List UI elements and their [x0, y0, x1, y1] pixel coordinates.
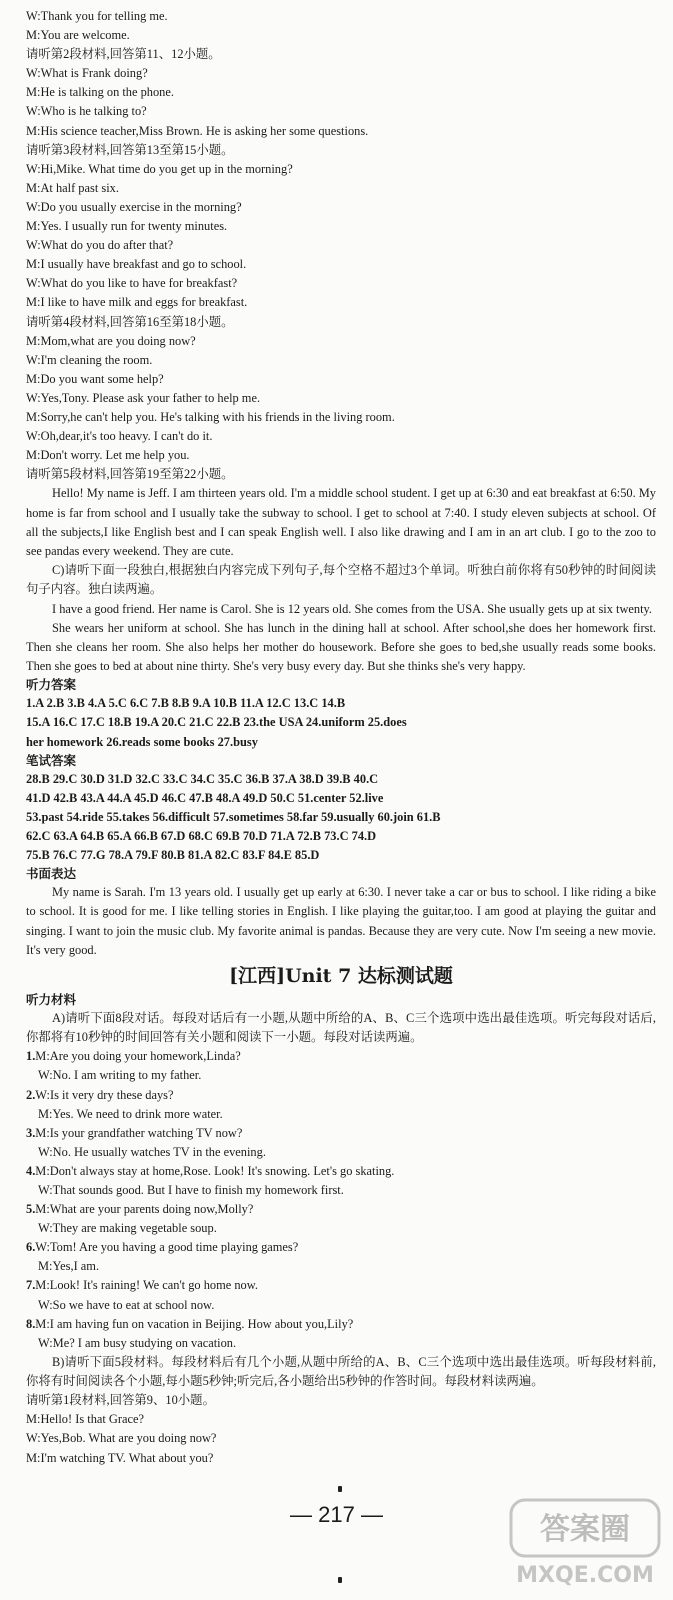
- dialogue-line: M:Sorry,he can't help you. He's talking with his friends in the living room.: [26, 409, 395, 424]
- answer-row: 15.A 16.C 17.C 18.B 19.A 20.C 21.C 22.B 23.the USA 24.uniform 25.does: [26, 715, 407, 730]
- instruction-paragraph: B)请听下面5段材料。每段材料后有几个小题,从题中所给的A、B、C三个选项中选出最佳选项。听每段材料前,你将有时间阅读各个小题,每小题5秒钟;听完后,各小题给出5秒钟的作答时间。每段材料读两遍。: [26, 1354, 656, 1389]
- section-b-instruction: [26, 1353, 656, 1391]
- dialogue-line: W:So we have to eat at school now.: [38, 1297, 215, 1312]
- dialogue-line: M:I am having fun on vacation in Beijing. How about you,Lily?: [35, 1316, 354, 1331]
- item-number: 5.: [26, 1202, 36, 1217]
- item-number: 6.: [26, 1240, 36, 1255]
- item-number: 7.: [26, 1278, 36, 1293]
- answer-row: 53.past 54.ride 55.takes 56.difficult 57.sometimes 58.far 59.usually 60.join 61.B: [26, 809, 441, 824]
- dialogue-block-top: [26, 7, 656, 484]
- dialogue-line: W:What do you like to have for breakfast?: [26, 276, 238, 291]
- unit-title: [江西]Unit 7 达标测试题: [229, 964, 453, 987]
- answer-page: [26, 7, 656, 1468]
- dialogue-line: M:I like to have milk and eggs for breakfast.: [26, 295, 248, 310]
- passage-paragraph: She wears her uniform at school. She has lunch in the dining hall at school. After school,she does her homework first. Then she cleans her room. She also helps her mother do housework. Before she goes to bed,she usually reads some books. Then she goes to bed at about nine thirty. She's very busy every day. But she thinks she's very happy.: [26, 620, 656, 674]
- dialogue-line: W:No. I am writing to my father.: [38, 1068, 202, 1083]
- dialogue-line: M:Yes,I am.: [38, 1259, 100, 1274]
- dialogue-line: W:Oh,dear,it's too heavy. I can't do it.: [26, 429, 213, 444]
- dialogue-line: M:Yes. We need to drink more water.: [38, 1106, 223, 1121]
- dialogue-line: W:Yes,Bob. What are you doing now?: [26, 1431, 217, 1446]
- dialogue-line: M:His science teacher,Miss Brown. He is asking her some questions.: [26, 123, 369, 138]
- answer-row: 75.B 76.C 77.G 78.A 79.F 80.B 81.A 82.C 83.F 84.E 85.D: [26, 848, 320, 863]
- dialogue-line: M:I'm watching TV. What about you?: [26, 1450, 214, 1465]
- dialogue-line: W:Do you usually exercise in the morning?: [26, 199, 242, 214]
- dialogue-item: [26, 1200, 656, 1219]
- listening-answers: [26, 694, 656, 751]
- instruction-paragraph: A)请听下面8段对话。每段对话后有一小题,从题中所给的A、B、C三个选项中选出最佳选项。听完每段对话后,你都将有10秒钟的时间回答有关小题和阅读下一小题。每段对话读两遍。: [26, 1010, 656, 1045]
- dialogue-item: [26, 1162, 656, 1181]
- site-watermark-logo: [505, 1494, 665, 1594]
- answer-row: 1.A 2.B 3.B 4.A 5.C 6.C 7.B 8.B 9.A 10.B 11.A 12.C 13.C 14.B: [26, 696, 346, 711]
- item-number: 2.: [26, 1087, 36, 1102]
- svg-text:答案圈: 答案圈: [540, 1512, 630, 1547]
- writing-sample: [26, 883, 656, 960]
- dialogue-item: [26, 1086, 656, 1105]
- dialogue-item: [26, 1047, 656, 1066]
- item-number: 3.: [26, 1125, 36, 1140]
- writing-heading: 书面表达: [26, 866, 77, 882]
- svg-text:MXQE.COM: MXQE.COM: [516, 1563, 654, 1588]
- dialogue-line: M:Hello! Is that Grace?: [26, 1412, 145, 1427]
- dialogue-line: W:Hi,Mike. What time do you get up in the morning?: [26, 161, 293, 176]
- scan-mark: [338, 1577, 342, 1583]
- dialogue-item: [26, 1315, 656, 1334]
- answer-row: her homework 26.reads some books 27.busy: [26, 734, 258, 749]
- dialogue-block-unit7: [26, 1047, 656, 1353]
- dialogue-line: W:Yes,Tony. Please ask your father to help me.: [26, 390, 261, 405]
- listening-answers-heading: 听力答案: [26, 677, 77, 693]
- dialogue-line: W:That sounds good. But I have to finish my homework first.: [38, 1183, 344, 1197]
- dialogue-line: M:At half past six.: [26, 180, 119, 195]
- dialogue-line: M:Look! It's raining! We can't go home now.: [35, 1278, 258, 1293]
- dialogue-line: M:You are welcome.: [26, 28, 130, 43]
- monologue-jeff: [26, 484, 656, 676]
- written-answers: [26, 770, 656, 865]
- dialogue-item: [26, 1124, 656, 1143]
- writing-paragraph: My name is Sarah. I'm 13 years old. I usually get up early at 6:30. I never take a car or bus to school. I like riding a bike to school. It is good for me. I like telling stories in English. I like playing the guitar,too. I am good at playing the guitar and singing. I want to join the music club. My favorite animal is pandas. Because they are very cute. Now I'm seeing a new movie. It's very good.: [26, 885, 656, 957]
- dialogue-line: W:They are making vegetable soup.: [38, 1221, 217, 1236]
- answer-row: 41.D 42.B 43.A 44.A 45.D 46.C 47.B 48.A 49.D 50.C 51.center 52.live: [26, 790, 384, 805]
- answer-row: 28.B 29.C 30.D 31.D 32.C 33.C 34.C 35.C 36.B 37.A 38.D 39.B 40.C: [26, 771, 379, 786]
- dialogue-line: W:Is it very dry these days?: [35, 1087, 174, 1102]
- dialogue-line: W:Tom! Are you having a good time playing games?: [35, 1240, 299, 1255]
- dialogue-line: W:Who is he talking to?: [26, 104, 147, 119]
- item-number: 4.: [26, 1163, 36, 1178]
- dialogue-line: M:Don't always stay at home,Rose. Look! It's snowing. Let's go skating.: [35, 1163, 395, 1178]
- dialogue-item: [26, 1276, 656, 1295]
- section-c-instruction: C)请听下面一段独白,根据独白内容完成下列句子,每个空格不超过3个单词。听独白前你将有50秒钟的时间阅读句子内容。独白读两遍。: [26, 563, 656, 597]
- written-answers-heading: 笔试答案: [26, 752, 77, 768]
- dialogue-line: W:I'm cleaning the room.: [26, 352, 153, 367]
- dialogue-line: M:He is talking on the phone.: [26, 85, 174, 100]
- passage-paragraph: I have a good friend. Her name is Carol. She is 12 years old. She comes from the USA. She usually gets up at six twenty.: [52, 601, 653, 616]
- answer-row: 62.C 63.A 64.B 65.A 66.B 67.D 68.C 69.B 70.D 71.A 72.B 73.C 74.D: [26, 828, 377, 843]
- item-number: 8.: [26, 1316, 36, 1331]
- section-prompt: 请听第3段材料,回答第13至第15小题。: [26, 142, 234, 157]
- dialogue-line: M:Do you want some help?: [26, 371, 164, 386]
- scan-mark: [338, 1486, 342, 1492]
- section-prompt: 请听第1段材料,回答第9、10小题。: [26, 1393, 215, 1408]
- dialogue-line: W:What is Frank doing?: [26, 66, 148, 81]
- dialogue-item: [26, 1238, 656, 1257]
- dialogue-block-bottom: [26, 1391, 656, 1467]
- dialogue-line: W:No. He usually watches TV in the evening.: [38, 1144, 266, 1159]
- dialogue-line: M:Don't worry. Let me help you.: [26, 448, 190, 463]
- page-number: — 217 —: [290, 1502, 383, 1527]
- dialogue-line: M:I usually have breakfast and go to school.: [26, 257, 247, 272]
- item-number: 1.: [26, 1049, 36, 1064]
- dialogue-line: M:What are your parents doing now,Molly?: [35, 1202, 254, 1217]
- dialogue-line: W:Thank you for telling me.: [26, 9, 168, 23]
- section-prompt: 请听第4段材料,回答第16至第18小题。: [26, 314, 234, 329]
- section-a-instruction: [26, 1009, 656, 1047]
- dialogue-line: W:What do you do after that?: [26, 238, 174, 253]
- dialogue-line: M:Mom,what are you doing now?: [26, 333, 196, 348]
- passage-paragraph: Hello! My name is Jeff. I am thirteen years old. I'm a middle school student. I get up at 6:30 and eat breakfast at 6:50. My home is far from school and I usually take the subway to school. I get to school at 7:40. I study eleven subjects at school. Of all the subjects,I like English best and I can speak English well. I also like drawing and I am in an art club. I go to the zoo to see pandas every weekend. They are cute.: [26, 486, 656, 558]
- section-prompt: 请听第2段材料,回答第11、12小题。: [26, 47, 221, 62]
- dialogue-line: M:Are you doing your homework,Linda?: [35, 1049, 241, 1064]
- dialogue-line: M:Is your grandfather watching TV now?: [35, 1125, 243, 1140]
- section-prompt: 请听第5段材料,回答第19至第22小题。: [26, 467, 234, 482]
- listening-material-heading: 听力材料: [26, 991, 77, 1007]
- dialogue-line: M:Yes. I usually run for twenty minutes.: [26, 219, 228, 234]
- dialogue-line: W:Me? I am busy studying on vacation.: [38, 1335, 237, 1350]
